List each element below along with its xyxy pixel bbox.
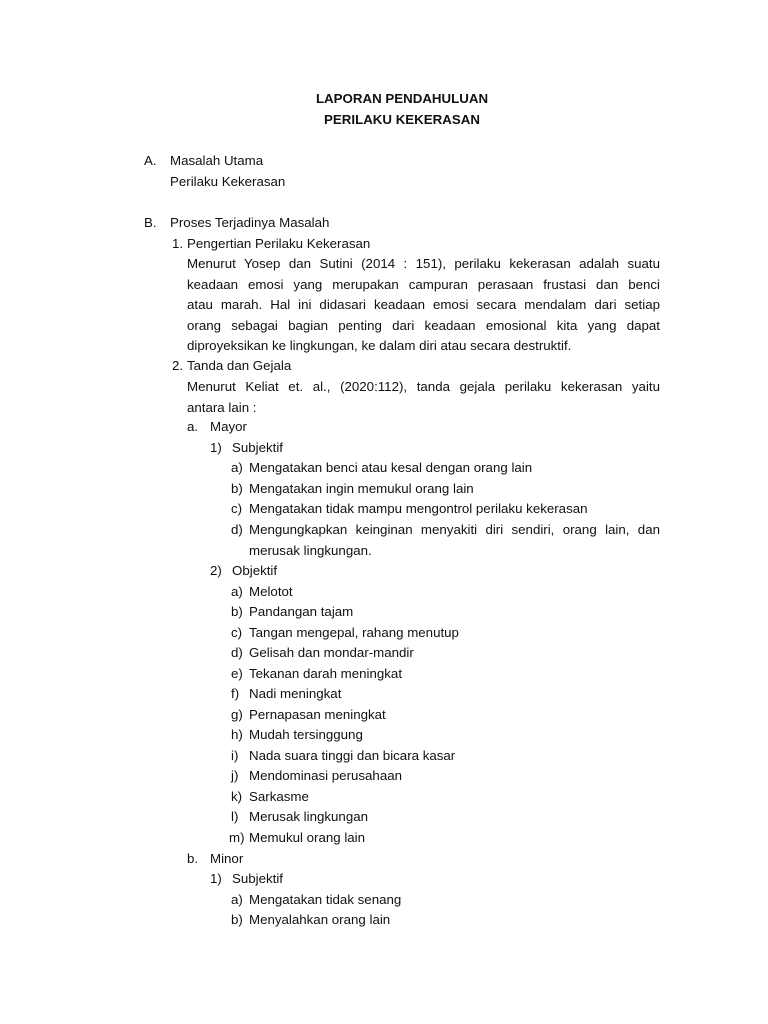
list-item: Tekanan darah meningkat xyxy=(249,666,403,681)
list-item: Pernapasan meningkat xyxy=(249,707,386,722)
list-item: Gelisah dan mondar-mandir xyxy=(249,645,414,660)
mayor-objektif-heading: Objektif xyxy=(232,563,278,578)
list-marker: l) xyxy=(231,809,239,824)
minor-marker: b. xyxy=(187,851,199,866)
minor-subjektif-heading: Subjektif xyxy=(232,871,283,886)
list-item: Mengungkapkan keinginan menyakiti diri sendiri, orang lain, dan xyxy=(249,522,660,537)
document-title: LAPORAN PENDAHULUAN xyxy=(315,91,489,106)
list-marker: a) xyxy=(231,892,243,907)
list-item: Mengatakan tidak senang xyxy=(249,892,402,907)
list-marker: h) xyxy=(231,727,243,742)
item-2-paragraph xyxy=(187,377,660,418)
list-item: Mengatakan ingin memukul orang lain xyxy=(249,481,474,496)
list-item: Menyalahkan orang lain xyxy=(249,912,391,927)
list-marker: c) xyxy=(231,501,243,516)
section-b-heading: Proses Terjadinya Masalah xyxy=(170,215,330,230)
list-item: Mendominasi perusahaan xyxy=(249,768,403,783)
paragraph-line: Menurut Keliat et. al., (2020:112), tanda gejala perilaku kekerasan yaitu xyxy=(187,379,660,394)
section-b-marker: B. xyxy=(144,215,157,230)
list-item: Mengatakan tidak mampu mengontrol perilaku kekerasan xyxy=(249,501,588,516)
paragraph-line: atau marah. Hal ini didasari keadaan emosi secara mendalam dari setiap xyxy=(187,297,660,313)
minor-heading: Minor xyxy=(210,851,244,866)
mayor-subjektif-heading: Subjektif xyxy=(232,440,283,455)
section-a-marker: A. xyxy=(144,153,157,168)
paragraph-line: antara lain : xyxy=(187,399,257,415)
paragraph-line: diproyeksikan ke lingkungan, ke dalam diri atau secara destruktif. xyxy=(187,338,572,354)
document-subtitle: PERILAKU KEKERASAN xyxy=(324,112,480,127)
list-marker: d) xyxy=(231,645,243,660)
mayor-marker: a. xyxy=(187,419,199,434)
paragraph-line: keadaan emosi yang merupakan campuran perasaan frustasi dan benci xyxy=(187,276,660,292)
list-marker: k) xyxy=(231,789,243,804)
list-item: Tangan mengepal, rahang menutup xyxy=(249,625,459,640)
list-marker: j) xyxy=(231,768,239,783)
paragraph-line: orang sebagai bagian penting dari keadaan emosional kita yang dapat xyxy=(187,317,660,333)
list-item: Sarkasme xyxy=(249,789,309,804)
item-1-marker: 1. xyxy=(172,236,184,251)
mayor-objektif-marker: 2) xyxy=(210,563,222,578)
list-item: Nadi meningkat xyxy=(249,686,342,701)
list-marker: b) xyxy=(231,912,243,927)
list-item: Nada suara tinggi dan bicara kasar xyxy=(249,748,456,763)
item-2-heading: Tanda dan Gejala xyxy=(187,358,292,373)
list-item: Pandangan tajam xyxy=(249,604,354,619)
list-item: Merusak lingkungan xyxy=(249,809,369,824)
list-marker: f) xyxy=(231,686,240,701)
section-a-text: Perilaku Kekerasan xyxy=(170,174,286,189)
list-item: Mudah tersinggung xyxy=(249,727,363,742)
item-1-heading: Pengertian Perilaku Kekerasan xyxy=(187,236,371,251)
list-marker: m) xyxy=(229,830,245,845)
list-item: Memukul orang lain xyxy=(249,830,366,845)
list-marker: g) xyxy=(231,707,243,722)
list-item-continuation: merusak lingkungan. xyxy=(249,543,372,558)
mayor-subjektif-marker: 1) xyxy=(210,440,222,455)
list-item: Mengatakan benci atau kesal dengan orang lain xyxy=(249,460,533,475)
list-marker: b) xyxy=(231,604,243,619)
item-2-marker: 2. xyxy=(172,358,184,373)
list-marker: a) xyxy=(231,584,243,599)
list-marker: b) xyxy=(231,481,243,496)
list-marker: d) xyxy=(231,522,243,537)
list-marker: a) xyxy=(231,460,243,475)
section-a-heading: Masalah Utama xyxy=(170,153,264,168)
paragraph-line: Menurut Yosep dan Sutini (2014 : 151), perilaku kekerasan adalah suatu xyxy=(187,256,660,271)
list-marker: i) xyxy=(231,748,239,763)
list-item: Melotot xyxy=(249,584,293,599)
mayor-heading: Mayor xyxy=(210,419,247,434)
list-marker: e) xyxy=(231,666,243,681)
item-1-paragraph xyxy=(187,254,660,357)
list-marker: c) xyxy=(231,625,243,640)
minor-subjektif-marker: 1) xyxy=(210,871,222,886)
